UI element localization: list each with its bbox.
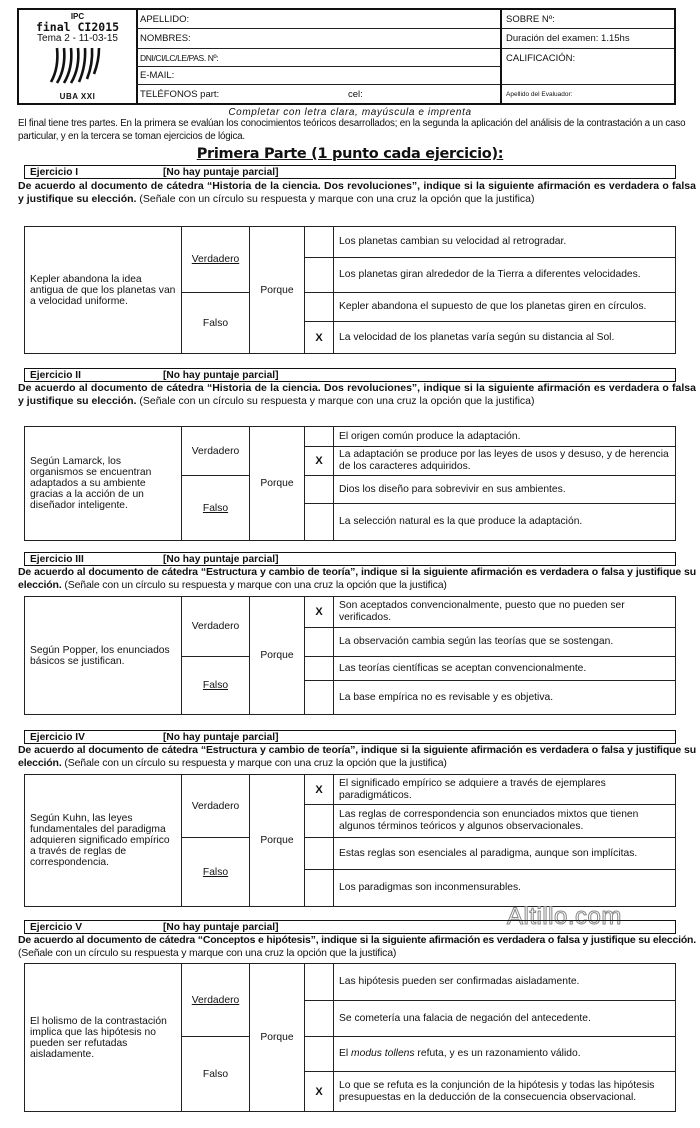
justification-option: [334, 1037, 676, 1072]
question-instruction: (Señale con un círculo su respuesta y marque con una cruz la opción que la justifica): [18, 947, 397, 959]
because-label: Porque: [250, 227, 305, 354]
exercise-title: Ejercicio II: [30, 369, 81, 381]
justification-option: La adaptación se produce por las leyes de usos y desuso, y de herencia de los caracteres adquiridos.: [334, 447, 676, 476]
mark-box[interactable]: X: [305, 447, 334, 476]
exercise-2-header: [24, 368, 676, 382]
evaluador-field[interactable]: [502, 85, 674, 103]
exercise-3-question: [18, 566, 696, 592]
exam-header: [17, 8, 676, 105]
mark-box[interactable]: [305, 476, 334, 504]
part-title: Primera Parte (1 punto cada ejercicio):: [196, 146, 504, 162]
false-option[interactable]: [182, 293, 250, 354]
question-text: De acuerdo al documento de cátedra “Conceptos e hipótesis”, indique si la siguiente afirmación es verdadera o falsa y justifique su elección.: [18, 934, 696, 946]
option-text: refuta, y es un razonamiento válido.: [414, 1048, 581, 1059]
exam-name: final CI2015: [35, 20, 120, 34]
mark-box[interactable]: [305, 293, 334, 322]
field-nombres[interactable]: [136, 29, 500, 49]
question-text: De acuerdo al documento de cátedra “Estructura y cambio de teoría”, indique si la siguiente afirmación es verdadera o falsa y justifique su elección.: [18, 744, 696, 769]
exercise-5-question: [18, 934, 696, 960]
mark-box[interactable]: [305, 838, 334, 870]
question-instruction: (Señale con un círculo su respuesta y marque con una cruz la opción que la justifica): [139, 395, 535, 407]
statement: Kepler abandona la idea antigua de que los planetas van a velocidad uniforme.: [25, 227, 182, 354]
exercise-3-table: [24, 596, 676, 715]
exercise-title: Ejercicio V: [30, 921, 83, 933]
because-label: Porque: [250, 964, 305, 1112]
duracion-text: [502, 29, 674, 49]
field-apellido[interactable]: [136, 10, 500, 29]
because-label: Porque: [250, 427, 305, 541]
mark-box[interactable]: X: [305, 597, 334, 628]
statement: Según Popper, los enunciados básicos se justifican.: [25, 597, 182, 715]
fill-instruction: Completar con letra clara, mayúscula e imprenta: [228, 107, 472, 118]
field-label: APELLIDO:: [140, 13, 190, 25]
no-partial-label: [No hay puntaje parcial]: [163, 166, 279, 178]
false-label: Falso: [202, 317, 229, 329]
evaluador-label: Apellido del Evaluador:: [506, 90, 573, 98]
false-label: Falso: [202, 502, 229, 514]
course-name: IPC: [70, 12, 85, 21]
option-text: El: [339, 1048, 352, 1059]
exercise-title: Ejercicio IV: [30, 731, 85, 743]
question-instruction: (Señale con un círculo su respuesta y marque con una cruz la opción que la justifica): [139, 193, 535, 205]
false-option[interactable]: [182, 1037, 250, 1112]
justification-option: La base empírica no es revisable y es objetiva.: [334, 681, 676, 715]
logo-block: [19, 10, 138, 103]
watermark: Altillo.com: [507, 903, 622, 930]
exercise-1-table: [24, 226, 676, 354]
question-instruction: (Señale con un círculo su respuesta y marque con una cruz la opción que la justifica): [64, 757, 447, 769]
field-label: E-MAIL:: [140, 70, 175, 81]
true-label: Verdadero: [191, 254, 240, 266]
justification-option: Dios los diseño para sobrevivir en sus ambientes.: [334, 476, 676, 504]
false-option[interactable]: [182, 476, 250, 541]
justification-option: Los planetas giran alrededor de la Tierra a diferentes velocidades.: [334, 258, 676, 293]
calificacion-label: CALIFICACIÓN:: [506, 53, 576, 64]
field-email[interactable]: [136, 67, 500, 85]
question-text: De acuerdo al documento de cátedra “Historia de la ciencia. Dos revoluciones”, indique si la siguiente afirmación es verdadera o falsa y justifique su elección.: [18, 180, 696, 205]
question-text: De acuerdo al documento de cátedra “Historia de la ciencia. Dos revoluciones”, indique si la siguiente afirmación es verdadera o falsa y justifique su elección.: [18, 382, 696, 407]
sobre-field[interactable]: [502, 10, 674, 29]
mark-box[interactable]: [305, 1001, 334, 1037]
justification-option: Kepler abandona el supuesto de que los planetas giren en círculos.: [334, 293, 676, 322]
field-telefonos[interactable]: [136, 85, 500, 103]
mark-box[interactable]: X: [305, 1072, 334, 1112]
justification-option: Se cometería una falacia de negación del antecedente.: [334, 1001, 676, 1037]
no-partial-label: [No hay puntaje parcial]: [163, 553, 279, 565]
true-option[interactable]: [182, 427, 250, 476]
exercise-4-table: [24, 774, 676, 907]
justification-option: Estas reglas son esenciales al paradigma, aunque son implícitas.: [334, 838, 676, 870]
true-option[interactable]: [182, 964, 250, 1037]
mark-box[interactable]: [305, 427, 334, 447]
question-text: De acuerdo al documento de cátedra “Estructura y cambio de teoría”, indique si la siguiente afirmación es verdadera o falsa y justifique su elección.: [18, 566, 696, 591]
mark-box[interactable]: [305, 504, 334, 541]
logo-text: UBA XXI: [59, 92, 96, 101]
justification-option: La velocidad de los planetas varía según su distancia al Sol.: [334, 322, 676, 354]
true-option[interactable]: [182, 227, 250, 293]
exercise-2-table: [24, 426, 676, 541]
mark-box[interactable]: X: [305, 775, 334, 805]
mark-box[interactable]: [305, 805, 334, 838]
cel-label: cel:: [348, 88, 363, 100]
mark-box[interactable]: [305, 964, 334, 1001]
false-option[interactable]: [182, 838, 250, 907]
justification-option: La observación cambia según las teorías que se sostengan.: [334, 628, 676, 657]
exercise-2-question: [18, 382, 696, 408]
option-text-italic: modus tollens: [351, 1048, 415, 1059]
exam-tema: Tema 2 - 11-03-15: [37, 33, 118, 44]
true-label: Verdadero: [191, 445, 240, 457]
uba-logo-icon: [49, 46, 105, 84]
justification-option: Los paradigmas son inconmensurables.: [334, 870, 676, 907]
justification-option: Las teorías científicas se aceptan convencionalmente.: [334, 657, 676, 681]
exercise-1-header: [24, 165, 676, 179]
no-partial-label: [No hay puntaje parcial]: [163, 731, 279, 743]
statement: Según Kuhn, las leyes fundamentales del paradigma adquieren significado empírico a través de reglas de correspondencia.: [25, 775, 182, 907]
question-instruction: (Señale con un círculo su respuesta y marque con una cruz la opción que la justifica): [64, 579, 447, 591]
true-label: Verdadero: [191, 994, 240, 1006]
statement: Según Lamarck, los organismos se encuentran adaptados a su ambiente gracias a la acción de un diseñador inteligente.: [25, 427, 182, 541]
exercise-4-header: [24, 730, 676, 744]
sobre-label: SOBRE Nº:: [506, 13, 555, 25]
justification-option: Las hipótesis pueden ser confirmadas aisladamente.: [334, 964, 676, 1001]
mark-box[interactable]: [305, 870, 334, 907]
no-partial-label: [No hay puntaje parcial]: [163, 369, 279, 381]
duracion-label: Duración del examen: 1.15hs: [506, 33, 630, 44]
exercise-1-question: [18, 180, 696, 206]
true-option[interactable]: [182, 775, 250, 838]
exercise-4-question: [18, 744, 696, 770]
mark-box[interactable]: [305, 258, 334, 293]
mark-box[interactable]: [305, 628, 334, 657]
justification-option: La selección natural es la que produce la adaptación.: [334, 504, 676, 541]
mark-box[interactable]: [305, 657, 334, 681]
exam-intro: El final tiene tres partes. En la primera se evalúan los conocimientos teóricos desarrollados; en la segunda la aplicación del análisis de la contrastación a un caso particular, y en la tercera se toman ejercicios de lógica.: [18, 118, 686, 142]
false-label: Falso: [202, 680, 229, 691]
admin-fields: [502, 10, 674, 103]
exercise-5-table: [24, 963, 676, 1112]
false-option[interactable]: [182, 657, 250, 715]
because-label: Porque: [250, 775, 305, 907]
true-label: Verdadero: [191, 800, 240, 812]
mark-box[interactable]: X: [305, 322, 334, 354]
exercise-title: Ejercicio I: [30, 166, 79, 178]
exercise-title: Ejercicio III: [30, 553, 84, 565]
false-label: Falso: [202, 1068, 229, 1080]
calificacion-field[interactable]: [502, 49, 674, 85]
mark-box[interactable]: [305, 1037, 334, 1072]
mark-box[interactable]: [305, 227, 334, 258]
exercise-5-header: [24, 920, 676, 934]
field-dni[interactable]: [136, 49, 500, 67]
justification-option: El significado empírico se adquiere a través de ejemplares paradigmáticos.: [334, 775, 676, 805]
justification-option: El origen común produce la adaptación.: [334, 427, 676, 447]
field-label: NOMBRES:: [140, 33, 191, 44]
field-label: DNI/CI/LC/LE/PAS. Nº:: [140, 52, 219, 63]
true-label: Verdadero: [191, 621, 240, 632]
field-label: TELÉFONOS part:: [140, 88, 220, 100]
exercise-3-header: [24, 552, 676, 566]
justification-option: Son aceptados convencionalmente, puesto que no pueden ser verificados.: [334, 597, 676, 628]
true-option[interactable]: [182, 597, 250, 657]
student-fields: [136, 10, 502, 103]
justification-option: Lo que se refuta es la conjunción de la hipótesis y todas las hipótesis presupuestas en la deducción de la consecuencia observacional.: [334, 1072, 676, 1112]
justification-option: Los planetas cambian su velocidad al retrogradar.: [334, 227, 676, 258]
false-label: Falso: [202, 866, 229, 878]
justification-option: Las reglas de correspondencia son enunciados mixtos que tienen algunos términos teóricos y algunos observacionales.: [334, 805, 676, 838]
because-label: Porque: [250, 597, 305, 715]
statement: El holismo de la contrastación implica que las hipótesis no pueden ser refutadas aisladamente.: [25, 964, 182, 1112]
no-partial-label: [No hay puntaje parcial]: [163, 921, 279, 933]
mark-box[interactable]: [305, 681, 334, 715]
